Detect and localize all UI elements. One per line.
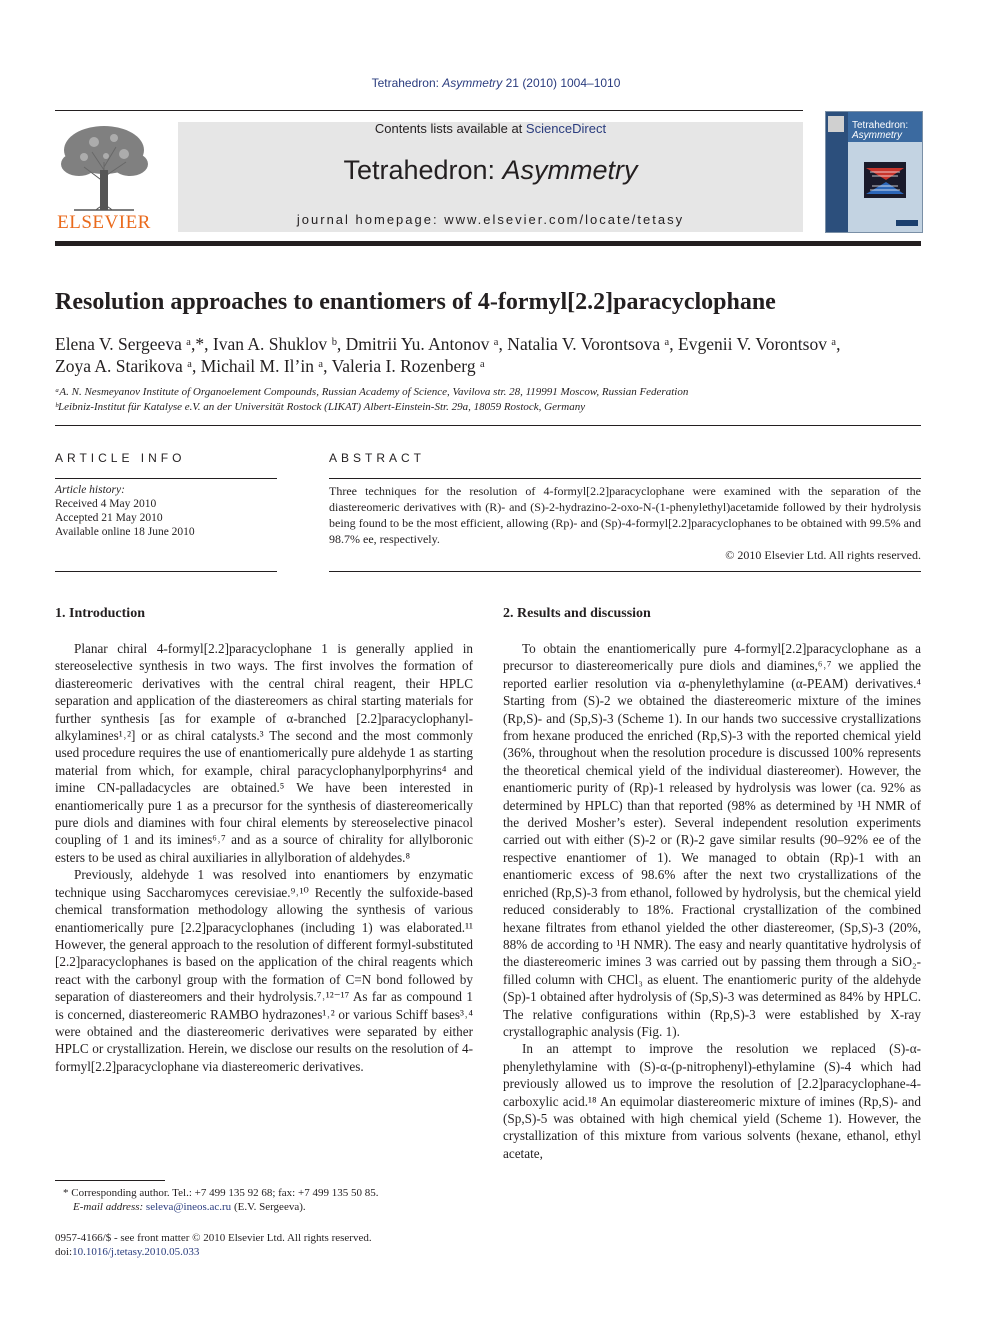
accepted-date: Accepted 21 May 2010 — [55, 512, 163, 524]
received-date: Received 4 May 2010 — [55, 498, 157, 510]
affiliation-a: ᵃA. N. Nesmeyanov Institute of Organoelement Compounds, Russian Academy of Science, Vavilova str. 28, 119991 Moscow, Russian Federation — [55, 386, 689, 398]
abstract-heading: ABSTRACT — [329, 451, 426, 465]
issn-line: 0957-4166/$ - see front matter © 2010 Elsevier Ltd. All rights reserved. — [55, 1232, 372, 1244]
footnote-corresponding — [55, 1186, 473, 1214]
intro-paragraph-1: Planar chiral 4-formyl[2.2]paracyclophane 1 is generally applied in stereoselective synthesis in two ways. The first involves the formation of diastereomeric derivatives with the central chiral reagent, their HPLC separation and application of the diastereomers as chiral starting materials for further synthesis [as for example of α-branched [2.2]paracyclophanyl-alkylamines¹˒²] or as chiral catalysts.³ The second and the most commonly used procedure requires the use of enantiomerically pure aldehyde 1 as starting material from which, for example, chiral paracyclophanylporphyrins⁴ and imine CN-palladacycles are obtained.⁵ We have been interested in enantiomerically pure 1 as a precursor for the synthesis of diastereomerically pure diols and diamines with four chiral elements by stereoselective pinacol coupling of 1 and its imines⁶˒⁷ and as a source of chirality for allylboronic esters to be used as chiral auxiliaries in allylboration of aldehydes.⁸ — [55, 641, 473, 865]
authors-line-2: Zoya A. Starikova ᵃ, Michail M. Il’in ᵃ, Valeria I. Rozenberg ᵃ — [55, 356, 485, 376]
author-list — [55, 333, 925, 377]
issn-block — [55, 1231, 372, 1259]
journal-title — [178, 155, 803, 186]
cover-title-line1: Tetrahedron: — [852, 120, 909, 131]
intro-body — [55, 640, 473, 1075]
email-link[interactable]: seleva@ineos.ac.ru — [145, 1201, 232, 1213]
results-body — [503, 640, 921, 1162]
journal-citation[interactable] — [0, 76, 992, 90]
journal-title-main: Tetrahedron: — [343, 155, 503, 185]
abstract-rule — [329, 478, 921, 479]
intro-heading: 1. Introduction — [55, 606, 145, 621]
article-info-heading: ARTICLE INFO — [55, 451, 186, 465]
header-thick-rule — [55, 241, 921, 246]
paper-title: Resolution approaches to enantiomers of 4-formyl[2.2]paracyclophane — [55, 289, 776, 315]
results-paragraph-2: In an attempt to improve the resolution we replaced (S)-α-phenylethylamine with (S)-α-(p-nitrophenyl)-ethylamine (S)-4 which had previously allowed us to improve the resolution of [2.2]paracyclophane-4-carboxylic acid.¹⁸ An equimolar diastereomeric mixture of imines (Rp,S)- and (Sp,S)-5 was obtained with high chemical yield (Scheme 1). However, the crystallization of this mixture from various solvents (hexane, ethanol, ethyl acetate, — [503, 1041, 921, 1161]
contents-prefix: Contents lists available at — [374, 121, 526, 136]
history-label: Article history: — [55, 484, 125, 496]
doi-prefix: doi: — [55, 1246, 73, 1258]
sciencedirect-link[interactable]: ScienceDirect — [525, 121, 607, 136]
citation-journal-italic: Asymmetry — [442, 76, 503, 90]
citation-volume: 21 (2010) 1004–1010 — [502, 76, 621, 90]
article-history — [55, 483, 195, 539]
journal-title-italic: Asymmetry — [502, 155, 638, 185]
abstract-copyright: © 2010 Elsevier Ltd. All rights reserved. — [725, 548, 921, 562]
article-info-bottom-rule — [55, 571, 277, 572]
journal-cover-thumbnail[interactable] — [825, 111, 923, 233]
intro-paragraph-2: Previously, aldehyde 1 was resolved into enantiomers by enzymatic technique using Saccharomyces cerevisiae.⁹˒¹⁰ Recently the sulfoxide-based chemical transformation methodology allowing the synthesis of various enantiomerically pure [2.2]paracyclophanes (including 1) was elaborated.¹¹ However, the general approach to the resolution of different formyl-substituted [2.2]paracyclophanes is based on the application of the chiral reagents which react with the carbonyl group with the formation of C=N bond followed by separation of diastereomers and their hydrolysis.⁷˒¹²⁻¹⁷ As far as compound 1 is concerned, diastereomeric RAMBO hydrazones¹˒² or various Schiff bases³˒⁴ were obtained and the diastereomeric derivatives were separated by either HPLC or crystallization. Herein, we disclose our results on the resolution of 4-formyl[2.2]paracyclophane via diastereomeric derivatives. — [55, 867, 473, 1074]
journal-homepage[interactable]: journal homepage: www.elsevier.com/locate/tetasy — [296, 212, 685, 227]
results-paragraph-1: To obtain the enantiomerically pure 4-formyl[2.2]paracyclophane as a precursor to diastereomerically pure diols and diamines,⁶˒⁷ we applied the reported earlier resolution via α-phenylethylamine (α-PEAM) derivatives.⁴ Starting from (S)-2 we obtained the diastereomeric mixture of the imines (Rp,S)- and (Sp,S)-3 (Scheme 1). In our hands two successive crystallizations from hexane produced the enriched (Rp,S)-3 with the reported chemical yield (36%, throughout when the resolution procedure is discussed 100% represents the theoretical chemical yield of the individual diastereomer). However, the enantiomeric purity of (Rp)-1 released by hydrolysis was lower (ca. 92% as determined by HPLC) than that reported (98% as determined by ¹H NMR of the derived Mosher’s ester). Several independent resolution experiments carried out with either (S)-2 or (R)-2 gave similar results (90–92% ee of the respective enantiomer of 1). We managed to obtain (Rp)-1 with an enantiomeric excess of 98.6% after the next two crystallizations of the enriched (Rp,S)-3 from ethanol, followed by hydrolysis, but the chemical yield reduced considerably to 18%. Fractional crystallization of the combined hexane filtrates from ethanol yielded the other diastereomer, (Sp,S)-3 (20%, 88% de according to ¹H NMR). The easy and nearly quantitative hydrolysis of the diastereomeric imines 3 was carried out by passing them through a SiO₂-filled column with CHCl₃ as eluent. The enantiomeric purity of the aldehyde (Sp)-1 obtained after hydrolysis of (Sp,S)-3 was determined as 84% by HPLC. The relative configurations within (Rp,S)-3 were established by X-ray crystallographic analysis (Fig. 1). — [503, 641, 921, 1039]
results-heading: 2. Results and discussion — [503, 606, 651, 621]
cover-title — [852, 121, 908, 141]
affiliation-b: ᵇLeibniz-Institut für Katalyse e.V. an der Universität Rostock (LIKAT) Albert-Einstein-Str. 29a, 18059 Rostock, Germany — [55, 401, 586, 413]
citation-journal: Tetrahedron: — [371, 76, 443, 90]
affiliation-rule — [55, 425, 921, 426]
abstract-bottom-rule — [329, 571, 921, 572]
email-suffix: (E.V. Sergeeva). — [231, 1201, 306, 1213]
abstract-text: Three techniques for the resolution of 4-formyl[2.2]paracyclophane were examined with the separation of the diastereomeric derivatives with (R)- and (S)-2-hydrazino-2-oxo-N-(1-phenylethyl)acetamide followed by their hydrolysis being found to be the most efficient, allowing (Rp)- and (Sp)-4-formyl[2.2]paracyclophanes to be obtained with 99.5% and 98.7% ee, respectively. — [329, 484, 921, 546]
article-info-rule — [55, 478, 277, 479]
corresponding-author: * Corresponding author. Tel.: +7 499 135 92 68; fax: +7 499 135 50 85. — [63, 1187, 379, 1199]
cover-title-line2: Asymmetry — [852, 130, 902, 141]
doi-link[interactable]: 10.1016/j.tetasy.2010.05.033 — [72, 1246, 200, 1258]
contents-line — [178, 121, 803, 136]
email-label: E-mail address: — [73, 1201, 146, 1213]
publisher-name: ELSEVIER — [57, 212, 151, 233]
online-date: Available online 18 June 2010 — [55, 526, 195, 538]
header-rule — [55, 110, 803, 111]
authors-line-1: Elena V. Sergeeva ᵃ,*, Ivan A. Shuklov ᵇ, Dmitrii Yu. Antonov ᵃ, Natalia V. Vorontsova ᵃ, Evgenii V. Vorontsov ᵃ, — [55, 334, 841, 354]
footnote-rule — [55, 1180, 165, 1181]
